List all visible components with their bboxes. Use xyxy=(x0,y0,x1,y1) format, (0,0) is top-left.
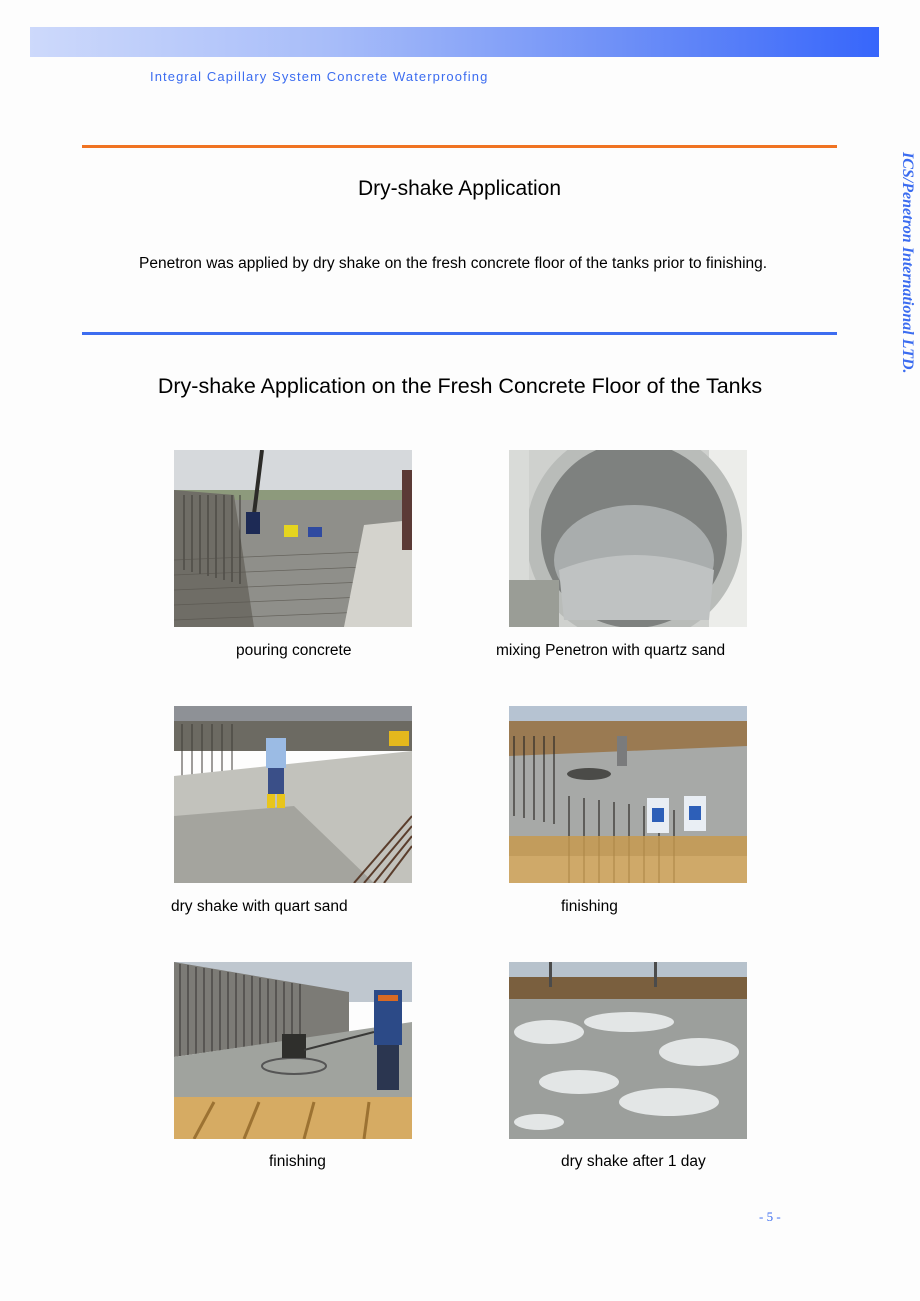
photo-finishing-2 xyxy=(174,962,412,1139)
photo-pouring-concrete xyxy=(174,450,412,627)
section-title: Dry-shake Application xyxy=(357,177,562,200)
photo-mixing-penetron xyxy=(509,450,747,627)
blue-divider xyxy=(82,332,837,335)
gallery-title: Dry-shake Application on the Fresh Concrete Floor of the Tanks xyxy=(157,374,763,398)
page-number: - 5 - xyxy=(759,1209,781,1224)
photo-dry-shake-sand xyxy=(174,706,412,883)
photo-finishing-1 xyxy=(509,706,747,883)
orange-divider xyxy=(82,145,837,148)
intro-paragraph: Penetron was applied by dry shake on the fresh concrete floor of the tanks prior to finishing. xyxy=(139,255,768,272)
caption-finishing-1: finishing xyxy=(561,898,618,915)
caption-after-one-day: dry shake after 1 day xyxy=(561,1153,706,1170)
side-company-label: ICS/Penetron International LTD. xyxy=(899,152,916,374)
caption-mixing-penetron: mixing Penetron with quartz sand xyxy=(496,642,726,659)
photo-after-one-day xyxy=(509,962,747,1139)
caption-pouring-concrete: pouring concrete xyxy=(236,642,352,659)
caption-finishing-2: finishing xyxy=(269,1153,326,1170)
header-subtitle: Integral Capillary System Concrete Waterproofing xyxy=(150,69,489,84)
header-gradient-bar xyxy=(30,27,879,57)
caption-dry-shake-sand: dry shake with quart sand xyxy=(171,898,348,915)
